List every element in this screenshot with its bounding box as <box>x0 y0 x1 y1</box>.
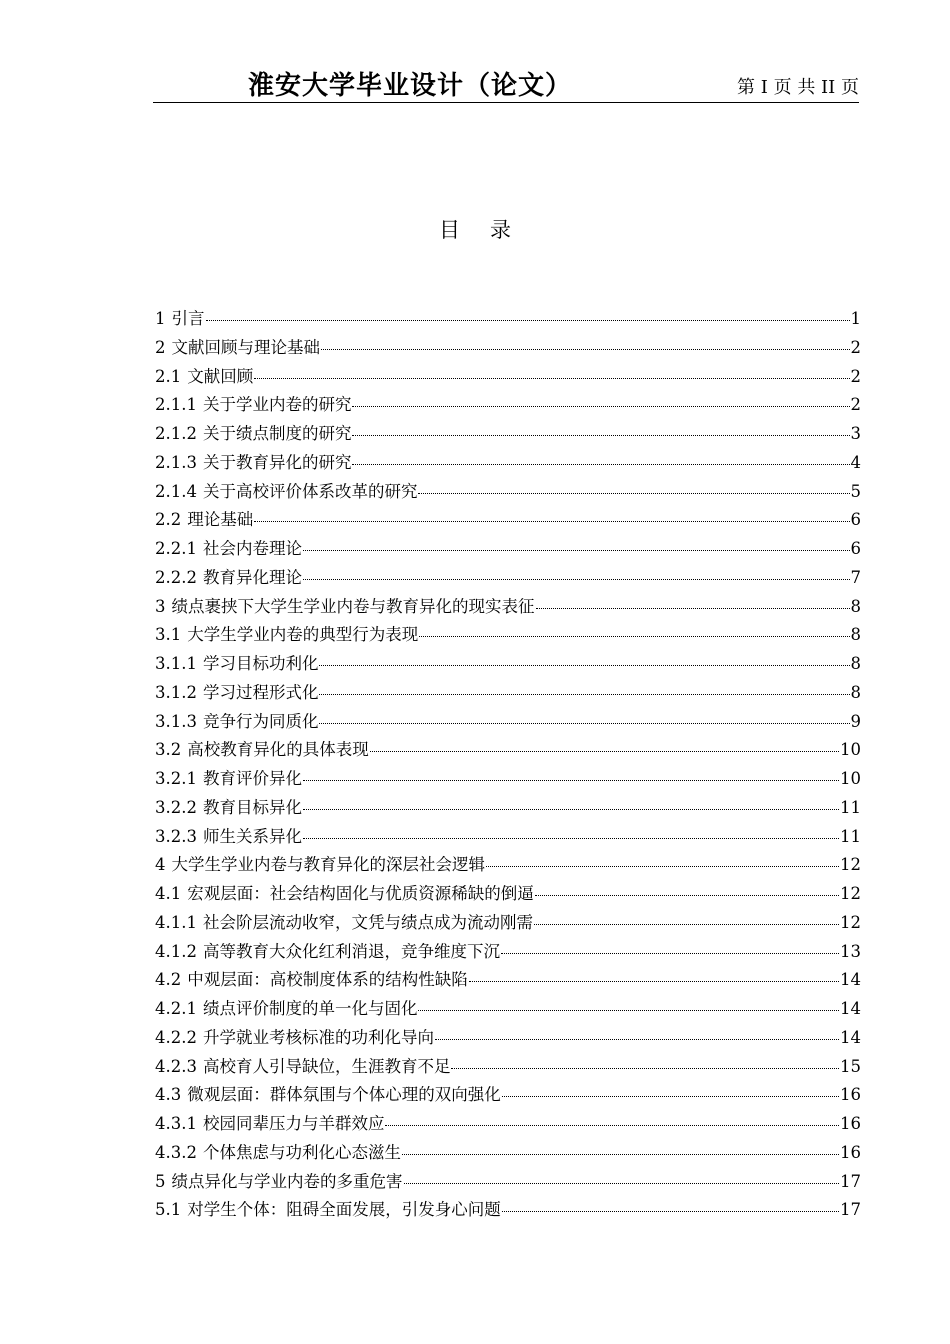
toc-entry-page: 1 <box>850 309 861 328</box>
toc-entry-title: 教育异化理论 <box>202 567 302 587</box>
toc-entry-title: 宏观层面：社会结构固化与优质资源稀缺的倒逼 <box>187 884 534 903</box>
toc-leader-dots <box>501 953 839 954</box>
toc-entry-page: 8 <box>850 654 861 673</box>
toc-entry-page: 11 <box>840 826 861 846</box>
toc-entry-title: 教育评价异化 <box>202 769 302 788</box>
toc-entry[interactable] <box>155 449 861 478</box>
toc-entry-title: 升学就业考核标准的功利化导向 <box>202 1027 434 1047</box>
toc-entry-number: 2.2 <box>155 510 182 530</box>
toc-entry-page: 5 <box>850 481 861 501</box>
toc-entry[interactable] <box>155 966 861 995</box>
toc-entry-page: 2 <box>850 366 861 386</box>
toc-leader-dots <box>206 320 850 321</box>
toc-leader-dots <box>536 608 850 609</box>
toc-entry-page: 14 <box>840 970 861 990</box>
toc-entry[interactable] <box>155 363 861 392</box>
toc-entry-number: 4.2.1 <box>155 999 197 1018</box>
toc-entry-page: 14 <box>840 999 861 1018</box>
toc-entry-number: 2.1.4 <box>155 481 197 501</box>
toc-entry-page: 8 <box>850 596 861 616</box>
toc-leader-dots <box>303 780 839 781</box>
toc-entry-number: 3 <box>155 596 166 616</box>
toc-entry-number: 3.2 <box>155 740 182 760</box>
toc-entry-page: 16 <box>840 1085 861 1105</box>
toc-heading: 目录 <box>439 218 541 242</box>
toc-entry-page: 16 <box>840 1142 861 1162</box>
toc-entry[interactable] <box>155 1110 861 1139</box>
toc-entry-title: 关于高校评价体系改革的研究 <box>202 481 418 501</box>
toc-leader-dots <box>352 435 849 436</box>
toc-leader-dots <box>319 723 849 724</box>
toc-entry-number: 2 <box>155 337 166 357</box>
toc-leader-dots <box>321 349 850 350</box>
toc-entry-number: 3.2.2 <box>155 797 197 817</box>
toc-entry[interactable] <box>155 909 861 938</box>
toc-entry-number: 4 <box>155 855 166 875</box>
toc-entry-number: 3.1.3 <box>155 711 197 731</box>
toc-leader-dots <box>352 406 849 407</box>
toc-entry[interactable] <box>155 1196 861 1225</box>
toc-entry-number: 4.3.1 <box>155 1114 197 1133</box>
toc-entry-number: 3.1.1 <box>155 654 197 673</box>
toc-entry[interactable] <box>155 880 861 909</box>
toc-entry[interactable] <box>155 1024 861 1053</box>
toc-entry-page: 6 <box>850 539 861 558</box>
toc-leader-dots <box>370 751 839 752</box>
toc-entry-page: 6 <box>850 510 861 530</box>
toc-entry-page: 13 <box>840 941 861 961</box>
toc-entry-number: 2.1.2 <box>155 424 197 443</box>
toc-entry-number: 4.1.1 <box>155 912 197 932</box>
toc-leader-dots <box>435 1039 839 1040</box>
toc-leader-dots <box>254 378 849 379</box>
document-title: 淮安大学毕业设计（论文） <box>248 71 573 101</box>
toc-entry-number: 3.2.1 <box>155 769 197 788</box>
toc-leader-dots <box>352 464 849 465</box>
toc-entry-page: 12 <box>840 884 861 903</box>
toc-entry[interactable] <box>155 535 861 564</box>
toc-entry-title: 校园同辈压力与羊群效应 <box>202 1114 385 1133</box>
toc-entry[interactable] <box>155 995 861 1024</box>
toc-entry-title: 竞争行为同质化 <box>202 711 319 731</box>
toc-entry-title: 师生关系异化 <box>202 826 302 846</box>
toc-entry-title: 对学生个体：阻碍全面发展，引发身心问题 <box>187 1200 501 1220</box>
toc-entry-number: 2.1.1 <box>155 395 197 415</box>
toc-leader-dots <box>303 550 850 551</box>
toc-leader-dots <box>502 1096 839 1097</box>
toc-entry[interactable] <box>155 938 861 967</box>
toc-leader-dots <box>303 579 850 580</box>
toc-leader-dots <box>535 895 839 896</box>
toc-leader-dots <box>404 1183 840 1184</box>
toc-entry-title: 绩点评价制度的单一化与固化 <box>202 999 418 1018</box>
toc-entry-number: 5 <box>155 1171 166 1191</box>
toc-entry-page: 7 <box>850 567 861 587</box>
toc-entry[interactable] <box>155 420 861 449</box>
toc-entry[interactable] <box>155 593 861 622</box>
toc-entry-page: 8 <box>850 682 861 702</box>
toc-entry-title: 高校教育异化的具体表现 <box>187 740 369 760</box>
toc-entry[interactable] <box>155 765 861 794</box>
toc-entry-title: 社会阶层流动收窄，文凭与绩点成为流动刚需 <box>202 912 533 932</box>
toc-entry-page: 17 <box>840 1200 861 1220</box>
toc-entry-page: 12 <box>840 855 861 875</box>
toc-leader-dots <box>319 694 849 695</box>
toc-entry-page: 2 <box>850 337 861 357</box>
toc-leader-dots <box>385 1125 839 1126</box>
toc-entry-number: 2.1.3 <box>155 452 197 472</box>
toc-entry-number: 4.1 <box>155 884 182 903</box>
toc-entry-page: 10 <box>840 769 861 788</box>
toc-leader-dots <box>469 981 839 982</box>
toc-entry[interactable] <box>155 305 861 334</box>
toc-leader-dots <box>418 1010 839 1011</box>
toc-entry-number: 2.2.2 <box>155 567 197 587</box>
toc-leader-dots <box>319 665 849 666</box>
toc-entry-title: 高等教育大众化红利消退，竞争维度下沉 <box>202 941 500 961</box>
toc-entry-title: 教育目标异化 <box>202 797 302 817</box>
toc-entry[interactable] <box>155 478 861 507</box>
toc-entry-page: 14 <box>840 1027 861 1047</box>
toc-entry[interactable] <box>155 851 861 880</box>
toc-entry[interactable] <box>155 823 861 852</box>
toc-entry-title: 关于学业内卷的研究 <box>202 395 352 415</box>
toc-leader-dots <box>418 493 849 494</box>
toc-entry-title: 关于绩点制度的研究 <box>202 424 352 443</box>
toc-leader-dots <box>451 1068 839 1069</box>
toc-entry-title: 个体焦虑与功利化心态滋生 <box>202 1142 401 1162</box>
toc-entry[interactable] <box>155 794 861 823</box>
toc-entry-page: 3 <box>850 424 861 443</box>
toc-entry-title: 微观层面：群体氛围与个体心理的双向强化 <box>187 1085 501 1105</box>
toc-entry-title: 学习过程形式化 <box>202 682 319 702</box>
toc-entry[interactable] <box>155 621 861 650</box>
toc-entry-title: 绩点异化与学业内卷的多重危害 <box>171 1171 403 1191</box>
toc-entry[interactable] <box>155 334 861 363</box>
toc-entry-title: 绩点裹挟下大学生学业内卷与教育异化的现实表征 <box>171 596 535 616</box>
toc-entry-page: 10 <box>840 740 861 760</box>
toc-entry-number: 4.2.3 <box>155 1056 197 1076</box>
toc-leader-dots <box>254 521 849 522</box>
toc-entry[interactable] <box>155 650 861 679</box>
toc-entry-page: 4 <box>850 452 861 472</box>
toc-entry-title: 文献回顾 <box>187 366 254 386</box>
toc-entry-title: 引言 <box>171 309 205 328</box>
toc-entry[interactable] <box>155 391 861 420</box>
toc-entry-title: 文献回顾与理论基础 <box>171 337 320 357</box>
toc-entry-title: 大学生学业内卷与教育异化的深层社会逻辑 <box>171 855 485 875</box>
toc-entry[interactable] <box>155 1168 861 1197</box>
toc-entry[interactable] <box>155 679 861 708</box>
toc-entry-number: 3.2.3 <box>155 826 197 846</box>
toc-entry-page: 9 <box>850 711 861 731</box>
toc-entry-number: 4.2 <box>155 970 182 990</box>
toc-entry-page: 15 <box>840 1056 861 1076</box>
toc-entry[interactable] <box>155 564 861 593</box>
toc-entry-page: 2 <box>850 395 861 415</box>
toc-entry-page: 17 <box>840 1171 861 1191</box>
toc-entry-page: 16 <box>840 1114 861 1133</box>
table-of-contents <box>155 305 861 1225</box>
toc-entry-page: 12 <box>840 912 861 932</box>
toc-entry-number: 3.1 <box>155 625 182 645</box>
toc-leader-dots <box>486 866 839 867</box>
page-number-info: 第 I 页 共 II 页 <box>737 77 859 98</box>
toc-entry-title: 关于教育异化的研究 <box>202 452 352 472</box>
toc-entry-number: 4.3 <box>155 1085 182 1105</box>
toc-entry-number: 5.1 <box>155 1200 182 1220</box>
page-header <box>153 70 859 103</box>
toc-entry-title: 高校育人引导缺位，生涯教育不足 <box>202 1056 451 1076</box>
toc-entry-number: 1 <box>155 309 166 328</box>
toc-entry[interactable] <box>155 1139 861 1168</box>
toc-entry-number: 2.2.1 <box>155 539 197 558</box>
toc-leader-dots <box>303 809 839 810</box>
toc-entry-number: 4.3.2 <box>155 1142 197 1162</box>
toc-entry[interactable] <box>155 1081 861 1110</box>
toc-entry[interactable] <box>155 506 861 535</box>
toc-entry[interactable] <box>155 1053 861 1082</box>
toc-entry-title: 中观层面：高校制度体系的结构性缺陷 <box>187 970 468 990</box>
toc-entry-page: 8 <box>850 625 861 645</box>
toc-entry-number: 2.1 <box>155 366 182 386</box>
toc-entry-number: 3.1.2 <box>155 682 197 702</box>
toc-entry-title: 大学生学业内卷的典型行为表现 <box>187 625 419 645</box>
toc-leader-dots <box>303 838 839 839</box>
toc-leader-dots <box>419 636 849 637</box>
toc-entry-page: 11 <box>840 797 861 817</box>
toc-entry-title: 学习目标功利化 <box>202 654 319 673</box>
toc-leader-dots <box>502 1211 839 1212</box>
toc-entry[interactable] <box>155 736 861 765</box>
toc-entry[interactable] <box>155 708 861 737</box>
toc-entry-number: 4.1.2 <box>155 941 197 961</box>
toc-leader-dots <box>402 1154 839 1155</box>
toc-entry-title: 社会内卷理论 <box>202 539 302 558</box>
toc-entry-number: 4.2.2 <box>155 1027 197 1047</box>
toc-entry-title: 理论基础 <box>187 510 254 530</box>
toc-leader-dots <box>534 924 839 925</box>
